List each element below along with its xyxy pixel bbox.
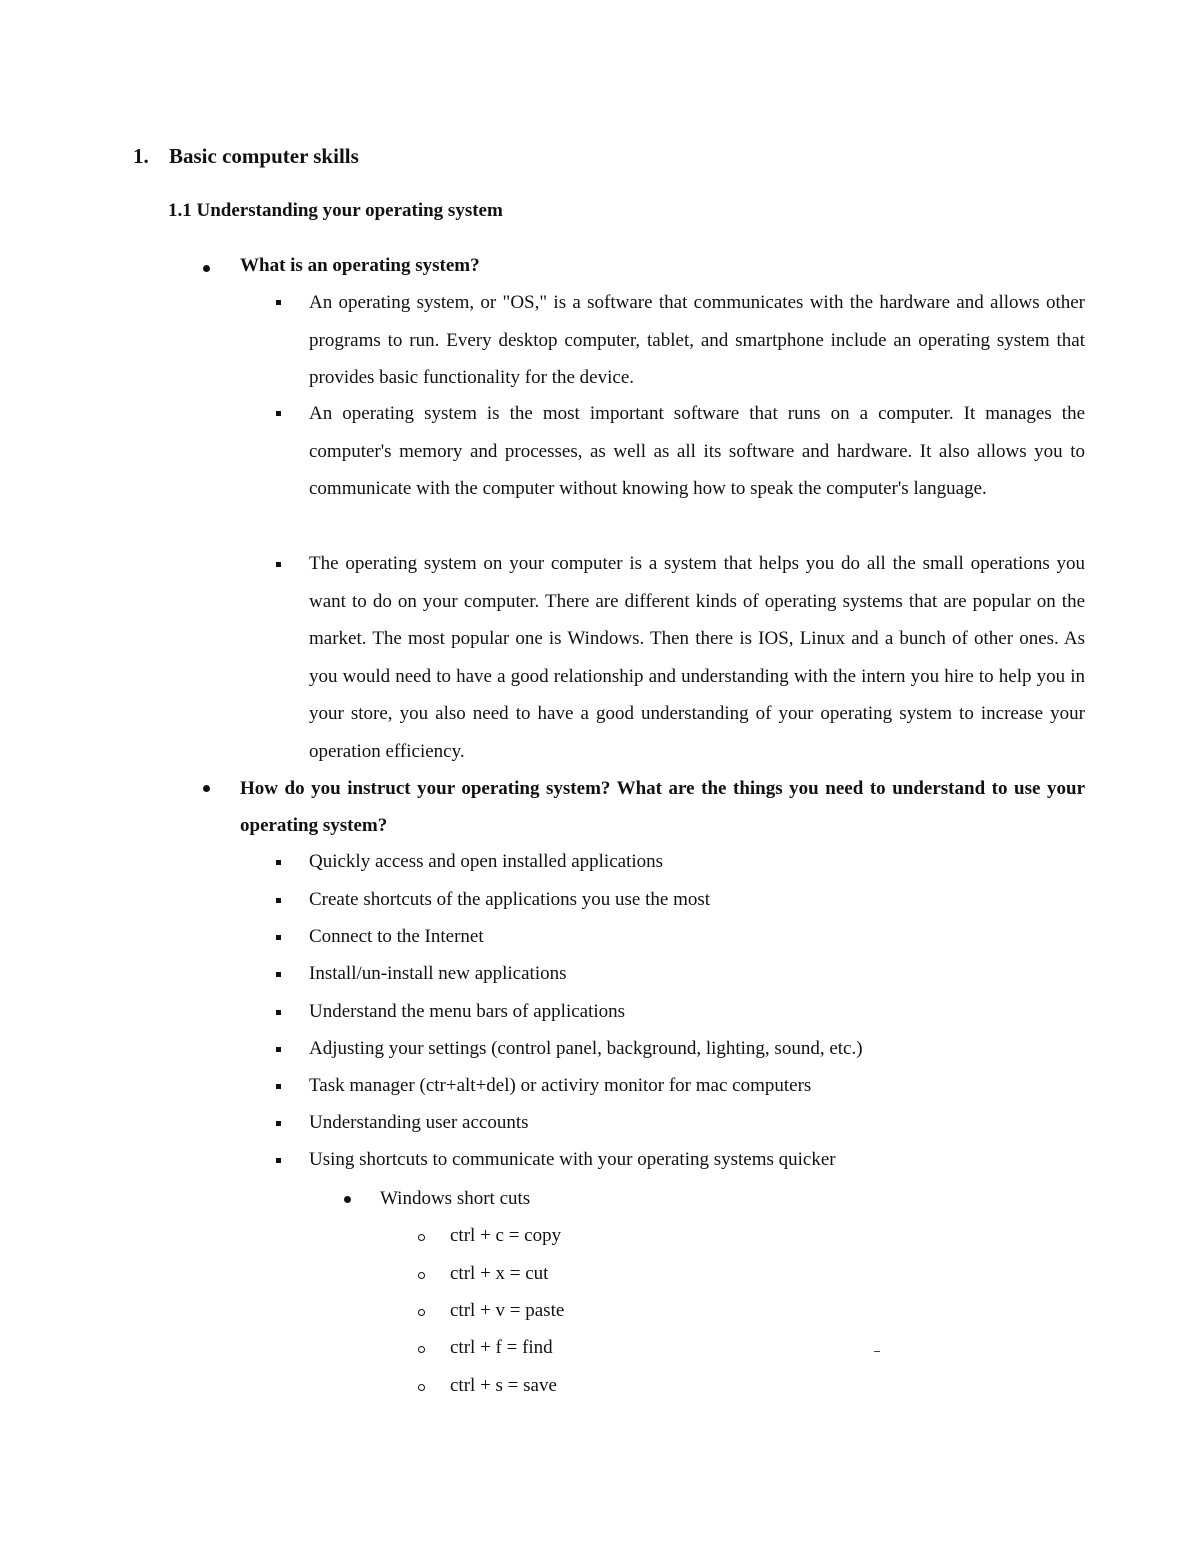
bullet-dot-icon [203, 785, 210, 792]
shortcut-item: ctrl + s = save [450, 1375, 557, 1396]
question-2: How do you instruct your operating system? What are the things you need to understand to use your operating system? [240, 778, 1085, 836]
circle-bullet-icon [418, 1272, 425, 1279]
list-item: Install/un-install new applications [309, 963, 567, 984]
square-bullet-icon [276, 972, 281, 977]
circle-bullet-icon [418, 1346, 425, 1353]
bullet-dot-icon [344, 1196, 351, 1203]
list-item: Understanding user accounts [309, 1112, 529, 1133]
question-1: What is an operating system? [240, 255, 480, 276]
stray-mark [874, 1351, 880, 1352]
list-item: Understand the menu bars of applications [309, 1001, 626, 1022]
circle-bullet-icon [418, 1384, 425, 1391]
heading-title: Basic computer skills [169, 144, 359, 168]
square-bullet-icon [276, 1010, 281, 1015]
shortcut-item: ctrl + x = cut [450, 1263, 549, 1284]
circle-bullet-icon [418, 1234, 425, 1241]
square-bullet-icon [276, 1047, 281, 1052]
square-bullet-icon [276, 898, 281, 903]
square-bullet-icon [276, 300, 281, 305]
square-bullet-icon [276, 860, 281, 865]
list-item: Quickly access and open installed applications [309, 851, 664, 872]
heading-number: 1. [133, 144, 149, 168]
list-item: Using shortcuts to communicate with your operating systems quicker [309, 1149, 836, 1170]
sub-heading: Windows short cuts [380, 1188, 531, 1209]
answer-paragraph: The operating system on your computer is a system that helps you do all the small operations you want to do on your computer. There are different kinds of operating systems that are popular on the market. The most popular one is Windows. Then there is IOS, Linux and a bunch of other ones. As you would need to have a good relationship and understanding with the intern you hire to help you in your store, you also need to have a good understanding of your operating system to increase your operation efficiency. [309, 553, 1085, 762]
answer-paragraph: An operating system is the most important software that runs on a computer. It manages the computer's memory and processes, as well as all its software and hardware. It also allows you to communicate with the computer without knowing how to speak the computer's language. [309, 403, 1085, 499]
list-item: Create shortcuts of the applications you use the most [309, 889, 711, 910]
section-title: 1.1 Understanding your operating system [168, 200, 503, 221]
list-item: Adjusting your settings (control panel, background, lighting, sound, etc.) [309, 1038, 863, 1059]
shortcut-item: ctrl + v = paste [450, 1300, 565, 1321]
square-bullet-icon [276, 1158, 281, 1163]
square-bullet-icon [276, 562, 281, 567]
square-bullet-icon [276, 935, 281, 940]
shortcut-item: ctrl + f = find [450, 1337, 553, 1358]
bullet-dot-icon [203, 265, 210, 272]
square-bullet-icon [276, 1084, 281, 1089]
answer-paragraph: An operating system, or "OS," is a software that communicates with the hardware and allows other programs to run. Every desktop computer, tablet, and smartphone include an operating system that provides basic functionality for the device. [309, 292, 1085, 388]
list-item: Task manager (ctr+alt+del) or activiry monitor for mac computers [309, 1075, 812, 1096]
square-bullet-icon [276, 1121, 281, 1126]
circle-bullet-icon [418, 1309, 425, 1316]
square-bullet-icon [276, 411, 281, 416]
list-item: Connect to the Internet [309, 926, 484, 947]
shortcut-item: ctrl + c = copy [450, 1225, 562, 1246]
